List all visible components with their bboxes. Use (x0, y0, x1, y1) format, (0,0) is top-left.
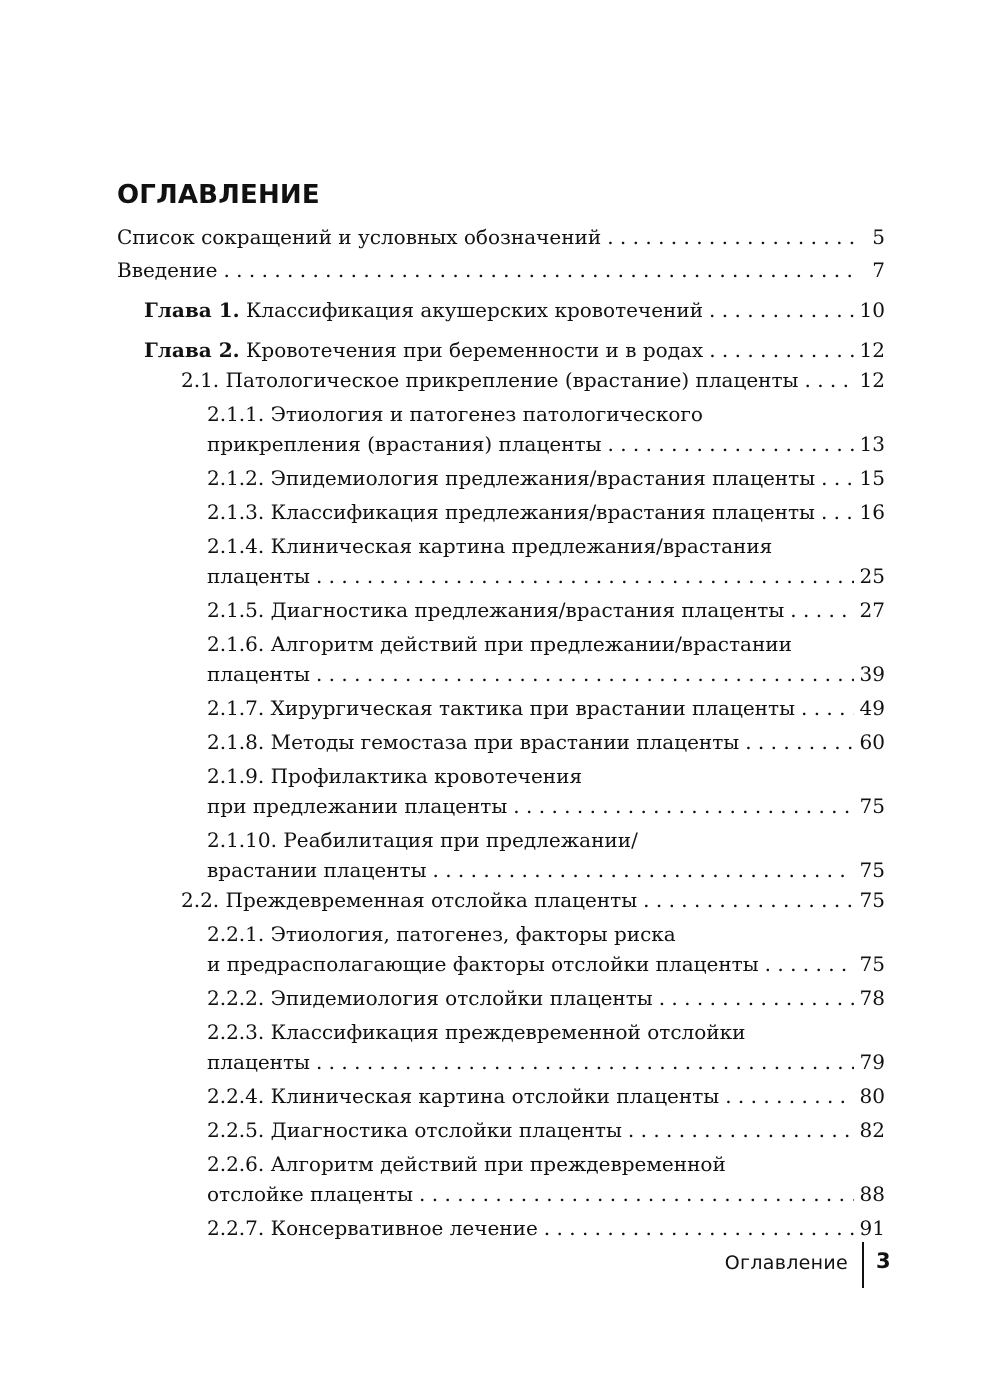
toc-entry-title: 2.1.8. Методы гемостаза при врастании плаценты (207, 730, 740, 754)
toc-entry-title-line: 2.1.9. Профилактика кровотечения (207, 764, 583, 788)
page-title: ОГЛАВЛЕНИЕ (117, 180, 320, 210)
dot-leader (223, 255, 855, 285)
dot-leader (316, 1047, 854, 1077)
toc-entry[interactable] (0, 365, 885, 395)
dot-leader (433, 855, 854, 885)
toc-entry-title: врастании плаценты (207, 858, 427, 882)
page-footer (0, 1240, 1000, 1284)
chapter-label: Глава 2. (144, 338, 240, 362)
table-of-contents (0, 222, 1000, 1243)
footer-divider (862, 1242, 864, 1288)
toc-entry[interactable] (0, 255, 885, 285)
toc-entry-title: 2.2.5. Диагностика отслойки плаценты (207, 1118, 622, 1142)
toc-entry-title: и предрасполагающие факторы отслойки плаценты (207, 952, 759, 976)
toc-entry[interactable] (0, 919, 885, 979)
dot-leader (725, 1081, 853, 1111)
toc-page-number: 88 (859, 1182, 885, 1206)
toc-entry-title: 2.2.2. Эпидемиология отслойки плаценты (207, 986, 653, 1010)
toc-page-number: 49 (859, 696, 885, 720)
toc-entry-title: Классификация акушерских кровотечений (245, 298, 704, 322)
toc-page-number: 91 (859, 1216, 885, 1240)
dot-leader (316, 659, 854, 689)
toc-entry[interactable] (0, 1017, 885, 1077)
dot-leader (513, 791, 853, 821)
toc-page-number: 12 (859, 338, 885, 362)
toc-entry-title: прикрепления (врастания) плаценты (207, 432, 602, 456)
toc-entry[interactable] (0, 1149, 885, 1209)
toc-entry-title: при предлежании плаценты (207, 794, 508, 818)
dot-leader (659, 983, 854, 1013)
running-footer-label: Оглавление (724, 1252, 848, 1274)
dot-leader (628, 1115, 854, 1145)
dot-leader (709, 295, 854, 325)
toc-entry[interactable] (0, 1213, 885, 1243)
toc-entry-title-line: 2.2.1. Этиология, патогенез, факторы риска (207, 922, 676, 946)
page-number: 3 (876, 1249, 891, 1273)
toc-entry-title-line: 2.1.6. Алгоритм действий при предлежании/врастании (207, 632, 792, 656)
toc-entry-title: 2.1.5. Диагностика предлежания/врастания плаценты (207, 598, 785, 622)
toc-entry[interactable] (0, 825, 885, 885)
dot-leader (608, 429, 854, 459)
dot-leader (709, 335, 853, 365)
toc-entry[interactable] (0, 295, 885, 325)
toc-page-number: 27 (859, 598, 885, 622)
toc-entry[interactable] (0, 983, 885, 1013)
toc-page-number: 25 (859, 564, 885, 588)
toc-entry-title: Список сокращений и условных обозначений (117, 225, 602, 249)
toc-page-number: 75 (859, 888, 885, 912)
dot-leader (745, 727, 853, 757)
toc-entry[interactable] (0, 629, 885, 689)
toc-entry-title-line: 2.1.10. Реабилитация при предлежании/ (207, 828, 638, 852)
toc-entry-title: Кровотечения при беременности и в родах (245, 338, 704, 362)
toc-entry[interactable] (0, 222, 885, 252)
toc-entry-title: 2.2.7. Консервативное лечение (207, 1216, 538, 1240)
toc-entry-title: плаценты (207, 662, 310, 686)
dot-leader (316, 561, 854, 591)
dot-leader (419, 1179, 854, 1209)
toc-entry[interactable] (0, 727, 885, 757)
toc-entry-title: плаценты (207, 564, 310, 588)
toc-entry[interactable] (0, 497, 885, 527)
dot-leader (821, 463, 853, 493)
toc-entry[interactable] (0, 1115, 885, 1145)
toc-entry[interactable] (0, 399, 885, 459)
toc-entry-title: 2.2. Преждевременная отслойка плаценты (181, 888, 638, 912)
toc-entry[interactable] (0, 595, 885, 625)
toc-page-number: 80 (859, 1084, 885, 1108)
toc-entry[interactable] (0, 531, 885, 591)
toc-page-number: 75 (859, 952, 885, 976)
dot-leader (821, 497, 854, 527)
toc-page-number: 78 (859, 986, 885, 1010)
toc-entry-title: плаценты (207, 1050, 310, 1074)
toc-page-number: 7 (872, 258, 885, 282)
toc-entry-title: 2.1.7. Хирургическая тактика при врастании плаценты (207, 696, 795, 720)
toc-page-number: 60 (859, 730, 885, 754)
toc-entry[interactable] (0, 1081, 885, 1111)
chapter-label: Глава 1. (144, 298, 240, 322)
dot-leader (544, 1213, 854, 1243)
toc-entry[interactable] (0, 761, 885, 821)
toc-entry-title-line: 2.2.3. Классификация преждевременной отслойки (207, 1020, 746, 1044)
toc-page-number: 15 (859, 466, 885, 490)
toc-page-number: 16 (859, 500, 885, 524)
dot-leader (801, 693, 854, 723)
toc-page-number: 13 (859, 432, 885, 456)
toc-page-number: 39 (859, 662, 885, 686)
toc-entry-title: 2.1.2. Эпидемиология предлежания/врастания плаценты (207, 466, 816, 490)
toc-entry[interactable] (0, 885, 885, 915)
toc-entry-title: Введение (117, 258, 218, 282)
toc-page-number: 5 (872, 225, 885, 249)
toc-page-number: 75 (859, 794, 885, 818)
dot-leader (643, 885, 853, 915)
toc-entry[interactable] (0, 463, 885, 493)
toc-entry[interactable] (0, 335, 885, 365)
toc-page-number: 82 (859, 1118, 885, 1142)
toc-page-number: 12 (859, 368, 885, 392)
toc-page-number: 10 (859, 298, 885, 322)
dot-leader (790, 595, 853, 625)
dot-leader (765, 949, 854, 979)
toc-entry-title: отслойке плаценты (207, 1182, 414, 1206)
toc-entry-title: 2.2.4. Клиническая картина отслойки плаценты (207, 1084, 720, 1108)
toc-page-number: 75 (859, 858, 885, 882)
dot-leader (607, 222, 855, 252)
toc-entry-title-line: 2.1.1. Этиология и патогенез патологического (207, 402, 703, 426)
dot-leader (804, 365, 853, 395)
toc-entry-title: 2.1. Патологическое прикрепление (врастание) плаценты (181, 368, 799, 392)
toc-page-number: 79 (859, 1050, 885, 1074)
toc-entry-title-line: 2.1.4. Клиническая картина предлежания/врастания (207, 534, 773, 558)
toc-entry-title: 2.1.3. Классификация предлежания/врастания плаценты (207, 500, 815, 524)
toc-entry[interactable] (0, 693, 885, 723)
toc-entry-title-line: 2.2.6. Алгоритм действий при преждевременной (207, 1152, 726, 1176)
